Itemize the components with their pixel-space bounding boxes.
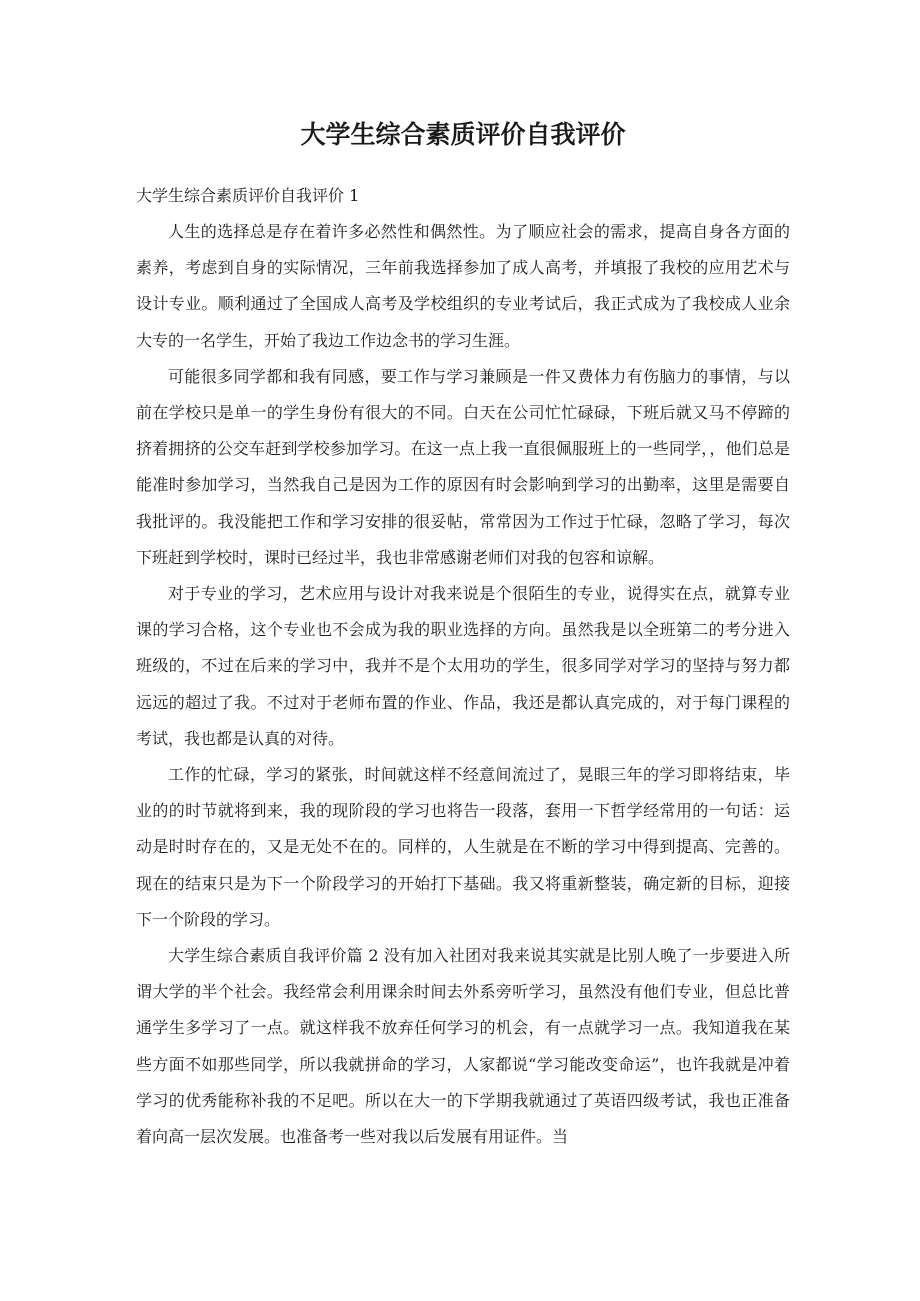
document-title: 大学生综合素质评价自我评价 — [300, 120, 626, 149]
paragraph-4: 工作的忙碌，学习的紧张，时间就这样不经意间流过了，晃眼三年的学习即将结束，毕业的的时节就将到来，我的现阶段的学习也将告一段落，套用一下哲学经常用的一句话：运动是时时存在的，又是无处不在的。同样的，人生就是在不断的学习中得到提高、完善的。现在的结束只是为下一个阶段学习的开始打下基础。我又将重新整装，确定新的目标，迎接下一个阶段的学习。 — [136, 765, 790, 929]
paragraph-3: 对于专业的学习，艺术应用与设计对我来说是个很陌生的专业，说得实在点，就算专业课的学习合格，这个专业也不会成为我的职业选择的方向。虽然我是以全班第二的考分进入班级的，不过在后来的学习中，我并不是个太用功的学生，很多同学对学习的坚持与努力都远远的超过了我。不过对于老师布置的作业、作品，我还是都认真完成的，对于每门课程的考试，我也都是认真的对待。 — [136, 584, 790, 748]
section-heading: 大学生综合素质评价自我评价 1 — [136, 186, 360, 205]
document-page — [136, 118, 790, 1155]
paragraph-5: 大学生综合素质自我评价篇 2 没有加入社团对我来说其实就是比别人晚了一步要进入所谓大学的半个社会。我经常会利用课余时间去外系旁听学习，虽然没有他们专业，但总比普通学生多学习了一点。就这样我不放弃任何学习的机会，有一点就学习一点。我知道我在某些方面不如那些同学，所以我就拼命的学习，人家都说“学习能改变命运”，也许我就是冲着学习的优秀能称补我的不足吧。所以在大一的下学期我就通过了英语四级考试，我也正准备着向高一层次发展。也准备考一些对我以后发展有用证件。当 — [136, 946, 790, 1147]
paragraph-1: 人生的选择总是存在着许多必然性和偶然性。为了顺应社会的需求，提高自身各方面的素养，考虑到自身的实际情况，三年前我选择参加了成人高考，并填报了我校的应用艺术与设计专业。顺利通过了全国成人高考及学校组织的专业考试后，我正式成为了我校成人业余大专的一名学生，开始了我边工作边念书的学习生涯。 — [136, 222, 790, 350]
paragraph-2: 可能很多同学都和我有同感，要工作与学习兼顾是一件又费体力有伤脑力的事情，与以前在学校只是单一的学生身份有很大的不同。白天在公司忙忙碌碌，下班后就又马不停蹄的挤着拥挤的公交车赶到学校参加学习。在这一点上我一直很佩服班上的一些同学，，他们总是能准时参加学习，当然我自己是因为工作的原因有时会影响到学习的出勤率，这里是需要自我批评的。我没能把工作和学习安排的很妥帖，常常因为工作过于忙碌，忽略了学习，每次下班赶到学校时，课时已经过半，我也非常感谢老师们对我的包容和谅解。 — [136, 366, 790, 567]
